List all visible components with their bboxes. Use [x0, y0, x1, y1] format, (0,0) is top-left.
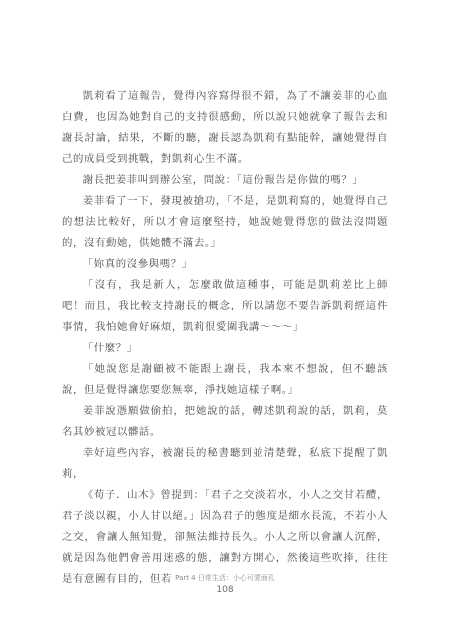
- page-number: 108: [216, 585, 234, 595]
- body-text: [62, 86, 388, 590]
- paragraph: 「沒有，我是新人，怎麼敢做這種事，可能是凱莉差比上師吧！而且，我比較支持謝長的概念，所以請您不要告訴凱莉經這件事情，我怕她會好麻煩，凱莉很愛圍我講～～～」: [62, 279, 388, 333]
- paragraph: 「妳真的沒參與嗎？」: [82, 258, 193, 270]
- paragraph: 姜菲看了一下，發現被搶功，「不是，是凱莉寫的，她覺得自己的想法比較好，所以才會這麼堅持，她說她覺得您的做法沒問題的，沒有動她，供她體不滿去。」: [62, 195, 388, 249]
- running-footer: Part 4 日常生活：小心可愛面孔: [175, 574, 275, 582]
- paragraph: 謝長把姜菲叫到辦公室，問說：「這份報告是你做的嗎？」: [82, 174, 364, 186]
- paragraph: 幸好這些內容，被謝長的秘書聽到並清楚聲，私底下提醒了凱莉，: [62, 447, 388, 480]
- paragraph: 「什麼？」: [82, 342, 138, 354]
- paragraph: 姜菲說憑願做偷拍，把她說的話，轉述凱莉說的話，凱莉，莫名其妙被冠以髒話。: [62, 405, 388, 438]
- paragraph: 「她說您是謝顧被不能跟上謝長，我本來不想說，但不聽該說，但是覺得讓您要您無辜，淨找她這樣子啊。」: [62, 363, 388, 396]
- paragraph: 凱莉看了這報告，覺得內容寫得很不錯，為了不讓姜菲的心血白費，也因為她對自己的支持很感動，所以說只她就拿了報告去和謝長討論，結果，不斷的聽，謝長認為凱莉有點能幹，讓她覺得自己的成員受到挑戰，對凱莉心生不滿。: [62, 90, 388, 165]
- paragraph: 《荀子．山木》曾提到：「君子之交淡若水，小人之交甘若醴，君子淡以親，小人甘以絕。」因為君子的態度是細水長流，不若小人之交，會讓人無知覺，卻無法維持長久。小人之所以會讓人沉醉，就是因為他們會善用迷惑的態，讓對方開心，然後這些吹捧，往往是有意圖有目的，但若: [62, 489, 388, 585]
